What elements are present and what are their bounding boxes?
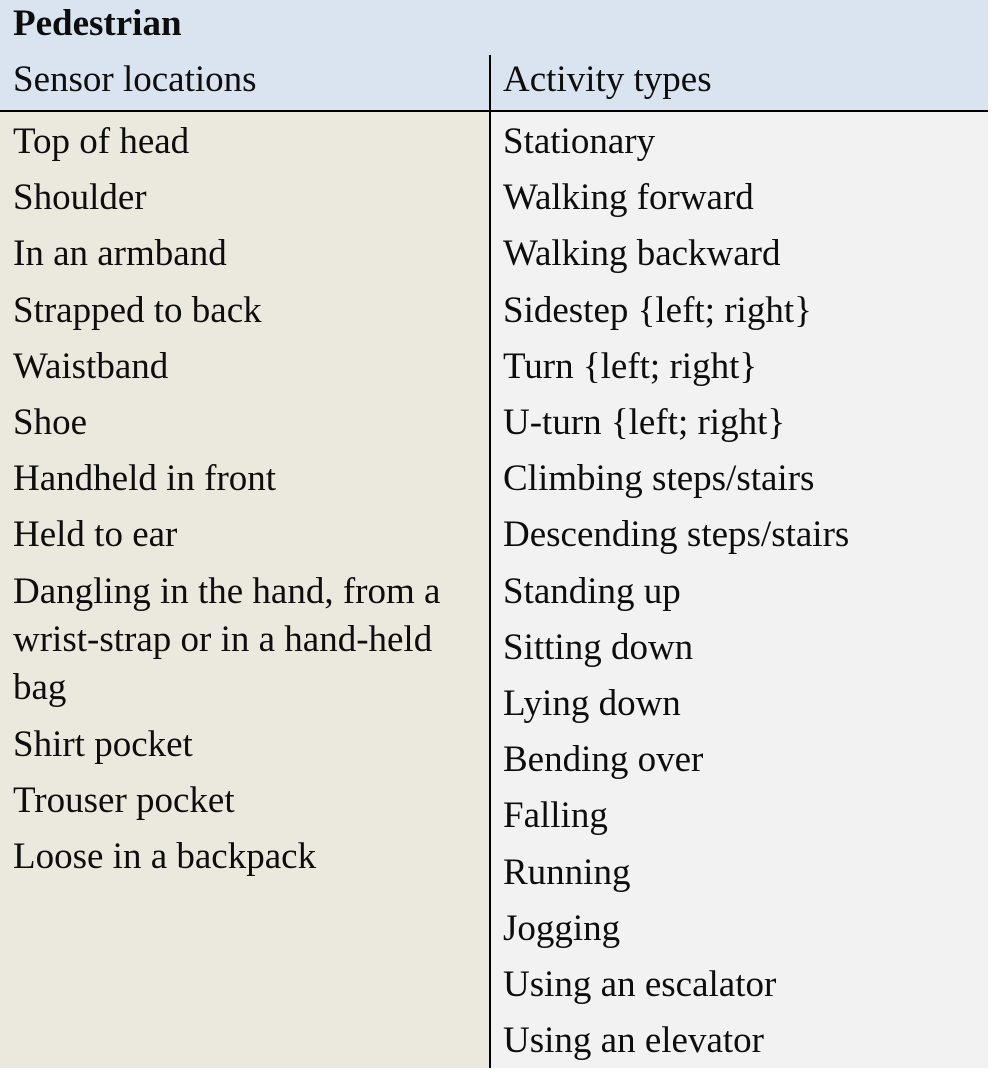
list-item: Loose in a backpack — [13, 836, 317, 878]
list-item: Held to ear — [13, 514, 178, 556]
list-item: Top of head — [13, 121, 190, 162]
list-item: Using an elevator — [503, 1020, 764, 1062]
list-item: Shirt pocket — [13, 723, 193, 765]
list-item: Using an escalator — [503, 964, 777, 1006]
list-item: In an armband — [13, 233, 227, 275]
list-item: Shoe — [13, 402, 87, 444]
list-item: Falling — [503, 795, 608, 837]
list-item: Walking backward — [503, 233, 781, 275]
table-header-row — [0, 55, 988, 110]
table-title: Pedestrian — [13, 3, 182, 44]
list-item: Descending steps/stairs — [503, 514, 850, 556]
list-item: Sidestep {left; right} — [503, 289, 812, 331]
list-item: Walking forward — [503, 177, 754, 219]
list-item: Trouser pocket — [13, 779, 235, 821]
list-item: Standing up — [503, 570, 681, 612]
list-item: Bending over — [503, 739, 704, 781]
list-item: Turn {left; right} — [503, 345, 758, 387]
column-header-activity-types: Activity types — [503, 59, 712, 100]
column-header-sensor-locations: Sensor locations — [13, 59, 257, 100]
list-item: Strapped to back — [13, 289, 262, 331]
list-item: Lying down — [503, 683, 681, 725]
list-item: Sitting down — [503, 626, 694, 668]
list-item: Climbing steps/stairs — [503, 458, 815, 500]
sensor-locations-list — [13, 114, 483, 885]
list-item: Jogging — [503, 907, 621, 949]
list-item: Handheld in front — [13, 458, 277, 500]
activity-types-list — [503, 114, 983, 1069]
list-item: U-turn {left; right} — [503, 402, 786, 444]
list-item: Shoulder — [13, 177, 147, 219]
list-item: Stationary — [503, 121, 656, 162]
column-divider — [489, 55, 491, 1068]
list-item: Dangling in the hand, from a wrist-strap or in a hand-held bag — [13, 570, 441, 708]
table-title-row — [0, 0, 988, 55]
list-item: Running — [503, 851, 631, 893]
list-item: Waistband — [13, 345, 169, 387]
